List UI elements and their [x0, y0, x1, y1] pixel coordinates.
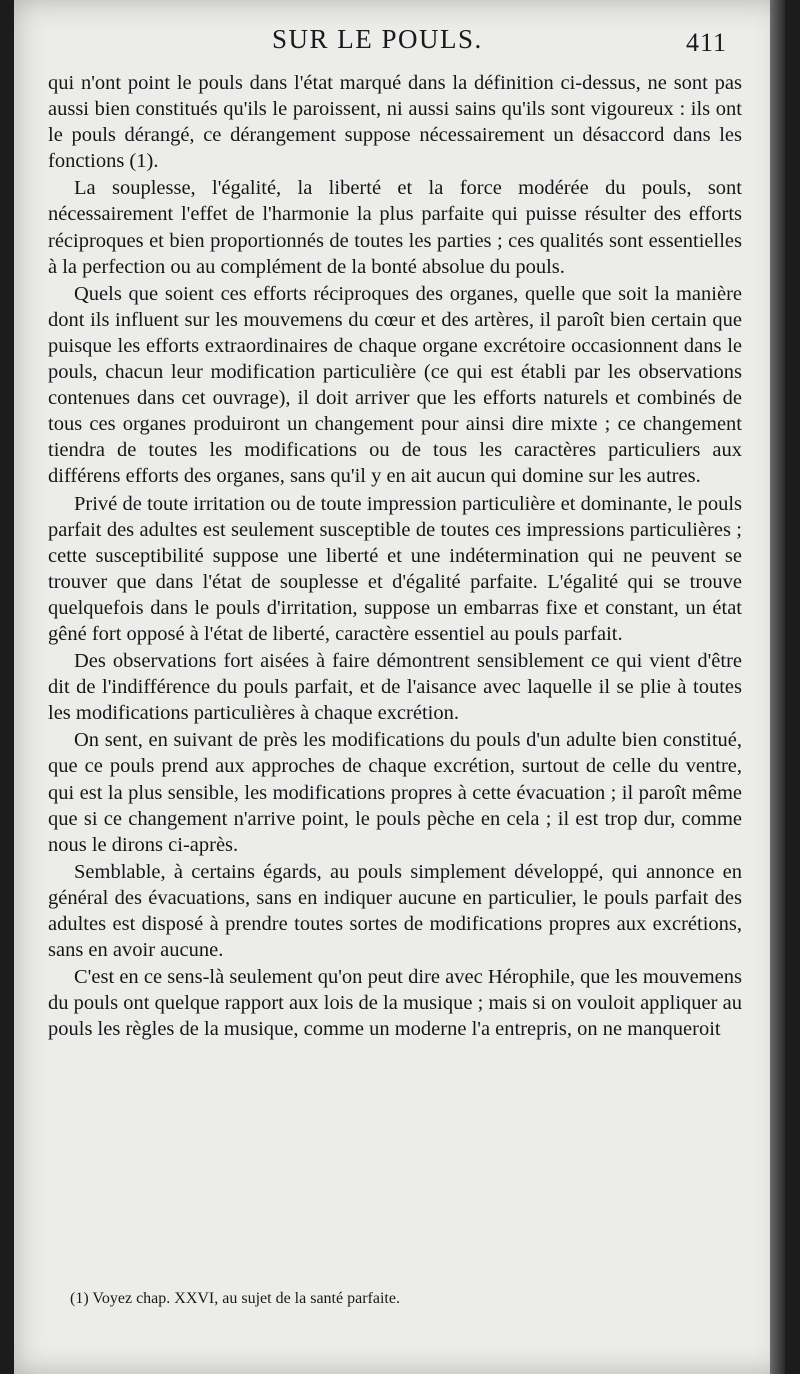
paragraph: On sent, en suivant de près les modifications du pouls d'un adulte bien constitué, que ce pouls prend aux approches de chaque excrétion, surtout de celle du ventre, qui est la plus sensible, les modifications propres à cette évacuation ; il paroît même que si ce changement n'arrive point, le pouls pèche en cela ; il est trop dur, comme nous le dirons ci-après.: [48, 729, 742, 856]
book-page: [14, 0, 785, 1374]
paragraph: Quels que soient ces efforts réciproques des organes, quelle que soit la manière dont ils influent sur les mouvemens du cœur et des artères, il paroît bien certain que puisque les efforts extraordinaires de chaque organe excrétoire occasionnent dans le pouls, chacun leur modification particulière (ce qui est établi par les observations contenues dans cet ouvrage), il doit arriver que les efforts naturels et combinés de tous ces organes produiront un changement pour ainsi dire mixte ; ce changement tiendra de toutes les modifications ou de tous les caractères particuliers aux différens efforts des organes, sans qu'il y en ait aucun qui domine sur les autres.: [48, 282, 742, 488]
page-header: [14, 24, 785, 58]
paragraph: C'est en ce sens-là seulement qu'on peut dire avec Hérophile, que les mouvemens du pouls ont quelque rapport aux lois de la musique ; mais si on vouloit appliquer au pouls les règles de la musique, comme un moderne l'a entrepris, on ne manqueroit: [48, 966, 742, 1041]
paragraph: Privé de toute irritation ou de toute impression particulière et dominante, le pouls parfait des adultes est seulement susceptible de toutes ces impressions particulières ; cette susceptibilité suppose une liberté et une indétermination qui ne peuvent se trouver que dans l'état de souplesse et d'égalité parfaite. L'égalité qui se trouve quelquefois dans le pouls d'irritation, suppose un embarras fixe et constant, un état gêné fort opposé à l'état de liberté, caractère essentiel au pouls parfait.: [48, 492, 742, 645]
page-edge: [770, 0, 785, 1374]
body-text: [48, 70, 742, 1043]
paragraph: La souplesse, l'égalité, la liberté et la force modérée du pouls, sont nécessairement l'effet de l'harmonie la plus parfaite qui puisse résulter des efforts réciproques et bien proportionnés de toutes les parties ; ces qualités sont essentielles à la perfection ou au complément de la bonté absolue du pouls.: [48, 177, 742, 278]
page-number: 411: [686, 28, 728, 57]
paragraph: Semblable, à certains égards, au pouls simplement développé, qui annonce en général des évacuations, sans en indiquer aucune en particulier, le pouls parfait des adultes est disposé à prendre toutes sortes de modifications propres aux excrétions, sans en avoir aucune.: [48, 860, 742, 962]
running-title: SUR LE POULS.: [272, 24, 483, 54]
paragraph: qui n'ont point le pouls dans l'état marqué dans la définition ci-dessus, ne sont pas aussi bien constitués qu'ils le paroissent, ni aussi sains qu'ils sont vigoureux : ils ont le pouls dérangé, ce dérangement suppose nécessairement un désaccord dans les fonctions (1).: [48, 72, 742, 173]
paragraph: Des observations fort aisées à faire démontrent sensiblement ce qui vient d'être dit de l'indifférence du pouls parfait, et de l'aisance avec laquelle il se plie à toutes les modifications particulières à chaque excrétion.: [48, 650, 742, 725]
footnote: (1) Voyez chap. XXVI, au sujet de la santé parfaite.: [70, 1290, 400, 1307]
